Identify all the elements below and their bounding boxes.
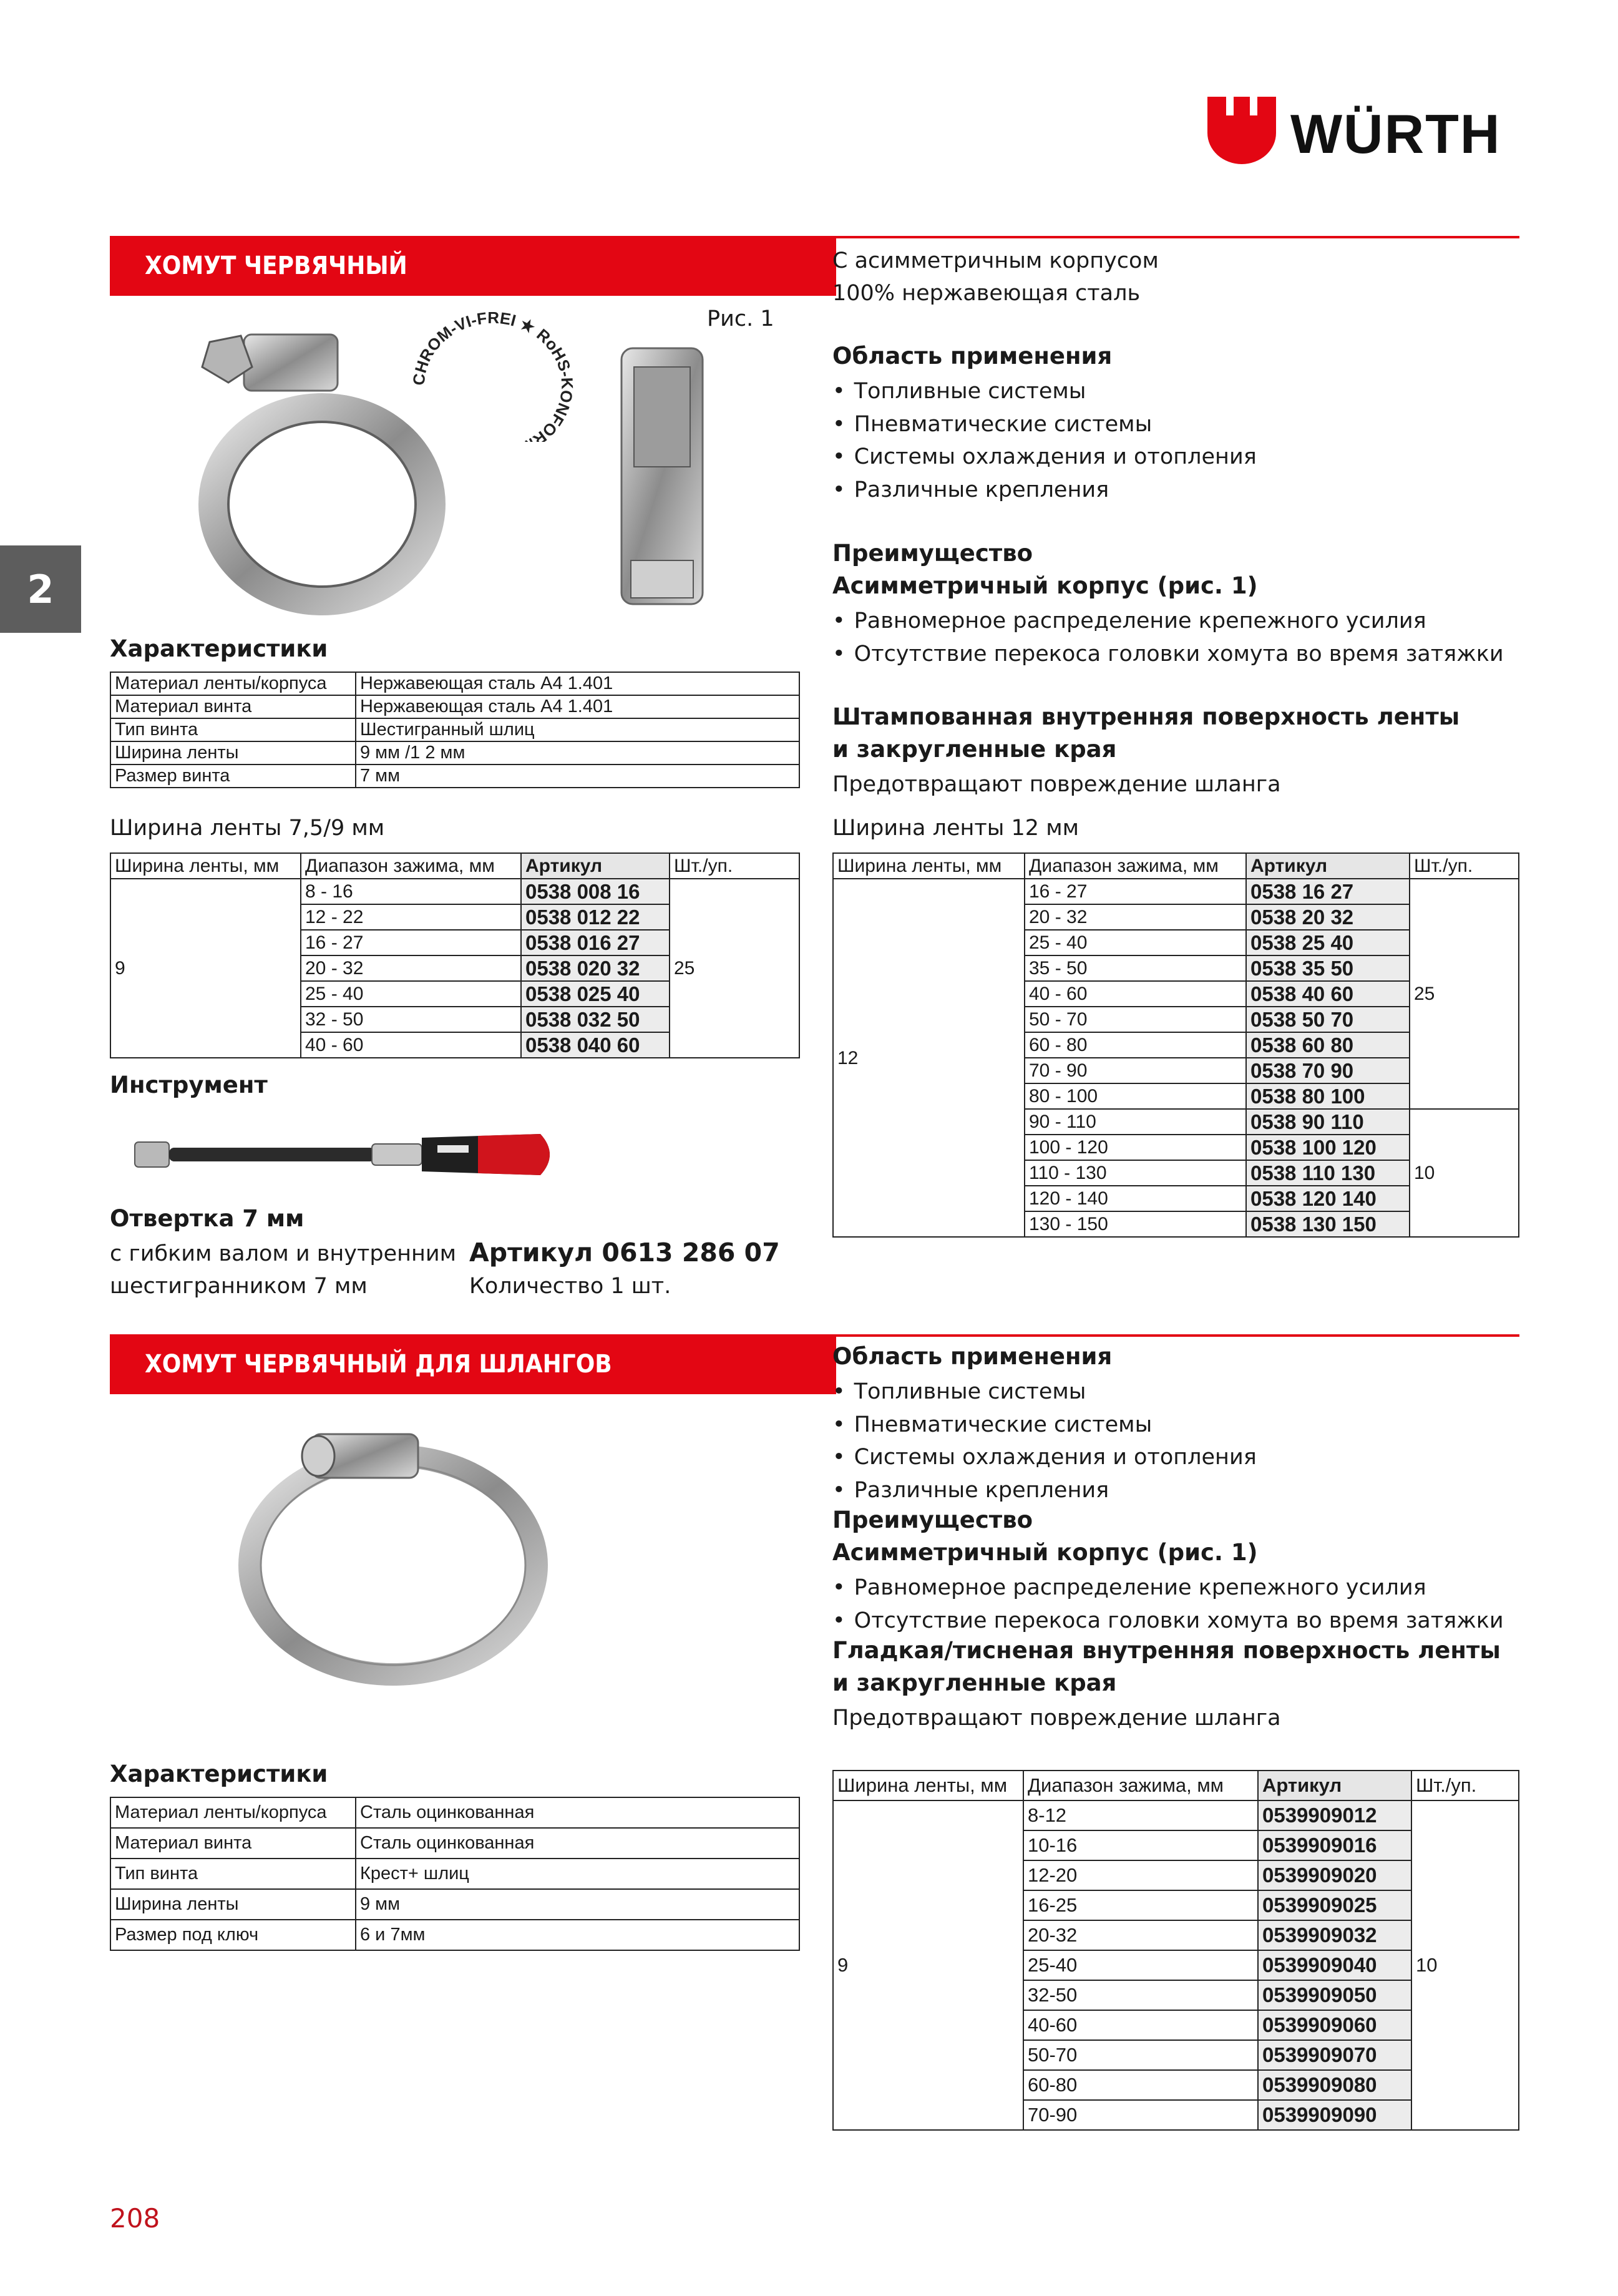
range-cell: 20 - 32 bbox=[301, 955, 521, 981]
char-key: Размер винта bbox=[110, 765, 356, 788]
char-key: Тип винта bbox=[110, 718, 356, 741]
section1-right-rule bbox=[805, 236, 1519, 238]
char-value: Нержавеющая сталь А4 1.401 bbox=[356, 672, 799, 695]
page-number: 208 bbox=[110, 2203, 160, 2234]
advantage-list bbox=[832, 605, 1504, 670]
article-cell: 0538 130 150 bbox=[1246, 1211, 1410, 1237]
article-cell: 0538 16 27 bbox=[1246, 879, 1410, 904]
header-article: Артикул bbox=[1258, 1771, 1411, 1800]
range-cell: 32 - 50 bbox=[301, 1007, 521, 1032]
advantage-list-2 bbox=[832, 1571, 1504, 1637]
range-cell: 50 - 70 bbox=[1025, 1007, 1246, 1032]
table-header-row bbox=[833, 1771, 1519, 1800]
article-cell: 0538 020 32 bbox=[521, 955, 670, 981]
range-cell: 40 - 60 bbox=[301, 1032, 521, 1058]
char-value: 9 мм /1 2 мм bbox=[356, 741, 799, 765]
advantage-item: • Равномерное распределение крепежного усилия bbox=[832, 605, 1504, 638]
header-range: Диапазон зажима, мм bbox=[1025, 853, 1246, 879]
qty-cell: 25 bbox=[670, 879, 799, 1058]
header-qty: Шт./уп. bbox=[1410, 853, 1519, 879]
article-cell: 0539909016 bbox=[1258, 1830, 1411, 1860]
range-cell: 32-50 bbox=[1023, 1980, 1258, 2010]
article-cell: 0538 50 70 bbox=[1246, 1007, 1410, 1032]
range-cell: 20-32 bbox=[1023, 1920, 1258, 1950]
tool-title: Инструмент bbox=[110, 1072, 268, 1098]
range-cell: 25 - 40 bbox=[1025, 930, 1246, 955]
header-article: Артикул bbox=[1246, 853, 1410, 879]
char-row bbox=[110, 1859, 799, 1889]
application-item: • Различные крепления bbox=[832, 1474, 1257, 1507]
characteristics-table-2 bbox=[110, 1797, 800, 1951]
char-value: 9 мм bbox=[356, 1889, 799, 1920]
section-tab[interactable]: 2 bbox=[0, 545, 81, 633]
range-cell: 8 - 16 bbox=[301, 879, 521, 904]
width-cell: 9 bbox=[833, 1800, 1023, 2130]
application-item: • Пневматические системы bbox=[832, 1409, 1257, 1442]
char-value: Нержавеющая сталь А4 1.401 bbox=[356, 695, 799, 718]
qty-cell: 10 bbox=[1410, 1109, 1519, 1237]
table-row bbox=[110, 879, 799, 904]
article-cell: 0539909020 bbox=[1258, 1860, 1411, 1890]
article-cell: 0539909025 bbox=[1258, 1890, 1411, 1920]
range-cell: 35 - 50 bbox=[1025, 955, 1246, 981]
tool-desc-2: шестигранником 7 мм bbox=[110, 1274, 368, 1299]
advantage-item: • Отсутствие перекоса головки хомута во время затяжки bbox=[832, 638, 1504, 671]
stamped-title-2: и закругленные края bbox=[832, 736, 1117, 763]
article-cell: 0538 110 130 bbox=[1246, 1160, 1410, 1186]
application-list bbox=[832, 375, 1257, 506]
article-cell: 0539909012 bbox=[1258, 1800, 1411, 1830]
header-qty: Шт./уп. bbox=[670, 853, 799, 879]
range-cell: 70-90 bbox=[1023, 2100, 1258, 2130]
range-cell: 90 - 110 bbox=[1025, 1109, 1246, 1135]
application-list-2 bbox=[832, 1375, 1257, 1507]
characteristics-table bbox=[110, 672, 800, 788]
article-cell: 0538 35 50 bbox=[1246, 955, 1410, 981]
range-cell: 100 - 120 bbox=[1025, 1135, 1246, 1160]
header-qty: Шт./уп. bbox=[1411, 1771, 1519, 1800]
table-header-row bbox=[110, 853, 799, 879]
section2-banner bbox=[110, 1334, 836, 1394]
application-title: Область применения bbox=[832, 343, 1113, 369]
article-cell: 0538 40 60 bbox=[1246, 981, 1410, 1007]
range-cell: 130 - 150 bbox=[1025, 1211, 1246, 1237]
char-key: Материал винта bbox=[110, 695, 356, 718]
range-cell: 12 - 22 bbox=[301, 904, 521, 930]
qty-cell: 10 bbox=[1411, 1800, 1519, 2130]
article-cell: 0538 100 120 bbox=[1246, 1135, 1410, 1160]
article-cell: 0539909060 bbox=[1258, 2010, 1411, 2040]
char-value: Сталь оцинкованная bbox=[356, 1797, 799, 1828]
product-table-c bbox=[832, 1770, 1519, 2131]
range-cell: 110 - 130 bbox=[1025, 1160, 1246, 1186]
char-key: Тип винта bbox=[110, 1859, 356, 1889]
section1-banner bbox=[110, 236, 836, 296]
article-cell: 0538 70 90 bbox=[1246, 1058, 1410, 1083]
char-row bbox=[110, 1889, 799, 1920]
wurth-logo-mark bbox=[1207, 97, 1276, 165]
char-key: Материал винта bbox=[110, 1828, 356, 1859]
range-cell: 8-12 bbox=[1023, 1800, 1258, 1830]
article-cell: 0538 008 16 bbox=[521, 879, 670, 904]
product-image-hose-clamp bbox=[206, 1409, 593, 1696]
advantage-item: • Отсутствие перекоса головки хомута во время затяжки bbox=[832, 1605, 1504, 1638]
char-row bbox=[110, 1920, 799, 1950]
svg-text:CHROM-VI-FREI ★ RoHS-KONFORM ★ bbox=[409, 308, 577, 442]
stamped-title-1: Штампованная внутренняя поверхность ленты bbox=[832, 703, 1460, 730]
char-row bbox=[110, 1828, 799, 1859]
fig-label: Рис. 1 bbox=[707, 306, 774, 331]
header-width: Ширина ленты, мм bbox=[833, 1771, 1023, 1800]
char-key: Размер под ключ bbox=[110, 1920, 356, 1950]
table-row bbox=[833, 879, 1519, 904]
article-cell: 0538 20 32 bbox=[1246, 904, 1410, 930]
smooth-title-2: и закругленные края bbox=[832, 1669, 1117, 1696]
advantage-subtitle-2: Асимметричный корпус (рис. 1) bbox=[832, 1539, 1258, 1566]
application-item: • Системы охлаждения и отопления bbox=[832, 441, 1257, 474]
header-range: Диапазон зажима, мм bbox=[301, 853, 521, 879]
char-row bbox=[110, 695, 799, 718]
article-cell: 0538 032 50 bbox=[521, 1007, 670, 1032]
article-cell: 0538 025 40 bbox=[521, 981, 670, 1007]
range-cell: 10-16 bbox=[1023, 1830, 1258, 1860]
application-item: • Топливные системы bbox=[832, 1375, 1257, 1409]
header-range: Диапазон зажима, мм bbox=[1023, 1771, 1258, 1800]
section2-title: ХОМУТ ЧЕРВЯЧНЫЙ ДЛЯ ШЛАНГОВ bbox=[145, 1350, 612, 1379]
article-cell: 0538 25 40 bbox=[1246, 930, 1410, 955]
stamped-text: Предотвращают повреждение шланга bbox=[832, 772, 1281, 797]
range-cell: 16 - 27 bbox=[301, 930, 521, 955]
char-row bbox=[110, 741, 799, 765]
application-item: • Различные крепления bbox=[832, 474, 1257, 507]
section1-title: ХОМУТ ЧЕРВЯЧНЫЙ bbox=[145, 252, 407, 280]
char-key: Ширина ленты bbox=[110, 741, 356, 765]
range-cell: 60-80 bbox=[1023, 2070, 1258, 2100]
table-a-caption: Ширина ленты 7,5/9 мм bbox=[110, 816, 385, 841]
range-cell: 60 - 80 bbox=[1025, 1032, 1246, 1058]
char-value: 6 и 7мм bbox=[356, 1920, 799, 1950]
article-cell: 0539909032 bbox=[1258, 1920, 1411, 1950]
article-cell: 0538 012 22 bbox=[521, 904, 670, 930]
char-row bbox=[110, 765, 799, 788]
char-value: 7 мм bbox=[356, 765, 799, 788]
range-cell: 40 - 60 bbox=[1025, 981, 1246, 1007]
article-cell: 0539909070 bbox=[1258, 2040, 1411, 2070]
range-cell: 16 - 27 bbox=[1025, 879, 1246, 904]
article-cell: 0538 120 140 bbox=[1246, 1186, 1410, 1211]
wurth-logo bbox=[1207, 94, 1519, 172]
header-width: Ширина ленты, мм bbox=[833, 853, 1025, 879]
application-item: • Топливные системы bbox=[832, 375, 1257, 408]
char-key: Ширина ленты bbox=[110, 1889, 356, 1920]
screwdriver-image bbox=[110, 1108, 559, 1201]
section2-right-rule bbox=[805, 1334, 1519, 1337]
range-cell: 120 - 140 bbox=[1025, 1186, 1246, 1211]
application-title-2: Область применения bbox=[832, 1343, 1113, 1370]
range-cell: 50-70 bbox=[1023, 2040, 1258, 2070]
advantage-item: • Равномерное распределение крепежного усилия bbox=[832, 1571, 1504, 1605]
article-cell: 0538 80 100 bbox=[1246, 1083, 1410, 1109]
range-cell: 25-40 bbox=[1023, 1950, 1258, 1980]
tool-article: Артикул 0613 286 07 bbox=[469, 1238, 780, 1268]
char-row bbox=[110, 718, 799, 741]
range-cell: 70 - 90 bbox=[1025, 1058, 1246, 1083]
chrom-vi-frei-stamp bbox=[399, 298, 587, 442]
range-cell: 20 - 32 bbox=[1025, 904, 1246, 930]
table-header-row bbox=[833, 853, 1519, 879]
char-key: Материал ленты/корпуса bbox=[110, 672, 356, 695]
char-row bbox=[110, 672, 799, 695]
table-row bbox=[833, 1800, 1519, 1830]
product-table-b bbox=[832, 852, 1519, 1238]
range-cell: 40-60 bbox=[1023, 2010, 1258, 2040]
product-table-a bbox=[110, 852, 800, 1058]
smooth-title-1: Гладкая/тисненая внутренняя поверхность ленты bbox=[832, 1637, 1501, 1664]
intro-line-2: 100% нержавеющая сталь bbox=[832, 281, 1141, 306]
article-cell: 0539909090 bbox=[1258, 2100, 1411, 2130]
char-key: Материал ленты/корпуса bbox=[110, 1797, 356, 1828]
qty-cell: 25 bbox=[1410, 879, 1519, 1109]
smooth-text: Предотвращают повреждение шланга bbox=[832, 1706, 1281, 1731]
article-cell: 0539909080 bbox=[1258, 2070, 1411, 2100]
advantage-subtitle: Асимметричный корпус (рис. 1) bbox=[832, 572, 1258, 599]
char-value: Сталь оцинкованная bbox=[356, 1828, 799, 1859]
advantage-title-2: Преимущество bbox=[832, 1507, 1033, 1533]
char-value: Крест+ шлиц bbox=[356, 1859, 799, 1889]
article-cell: 0539909040 bbox=[1258, 1950, 1411, 1980]
range-cell: 16-25 bbox=[1023, 1890, 1258, 1920]
stamp-text: CHROM-VI-FREI ★ RoHS-KONFOR bbox=[409, 308, 577, 442]
width-cell: 12 bbox=[833, 879, 1025, 1237]
article-cell: 0538 60 80 bbox=[1246, 1032, 1410, 1058]
article-cell: 0538 040 60 bbox=[521, 1032, 670, 1058]
article-cell: 0538 90 110 bbox=[1246, 1109, 1410, 1135]
char-row bbox=[110, 1797, 799, 1828]
table-b-caption: Ширина ленты 12 мм bbox=[832, 816, 1079, 841]
application-item: • Системы охлаждения и отопления bbox=[832, 1441, 1257, 1474]
tool-quantity: Количество 1 шт. bbox=[469, 1274, 671, 1299]
char-value: Шестигранный шлиц bbox=[356, 718, 799, 741]
tool-name: Отвертка 7 мм bbox=[110, 1205, 305, 1232]
application-item: • Пневматические системы bbox=[832, 408, 1257, 441]
article-cell: 0539909050 bbox=[1258, 1980, 1411, 2010]
header-width: Ширина ленты, мм bbox=[110, 853, 301, 879]
range-cell: 25 - 40 bbox=[301, 981, 521, 1007]
char-title: Характеристики bbox=[110, 635, 328, 662]
width-cell: 9 bbox=[110, 879, 301, 1058]
range-cell: 80 - 100 bbox=[1025, 1083, 1246, 1109]
range-cell: 12-20 bbox=[1023, 1860, 1258, 1890]
advantage-title: Преимущество bbox=[832, 540, 1033, 567]
article-cell: 0538 016 27 bbox=[521, 930, 670, 955]
char-title-2: Характеристики bbox=[110, 1761, 328, 1787]
tool-desc-1: с гибким валом и внутренним bbox=[110, 1241, 457, 1266]
intro-line-1: С асимметричным корпусом bbox=[832, 248, 1159, 273]
header-article: Артикул bbox=[521, 853, 670, 879]
wurth-logo-text: WÜRTH bbox=[1290, 103, 1501, 165]
